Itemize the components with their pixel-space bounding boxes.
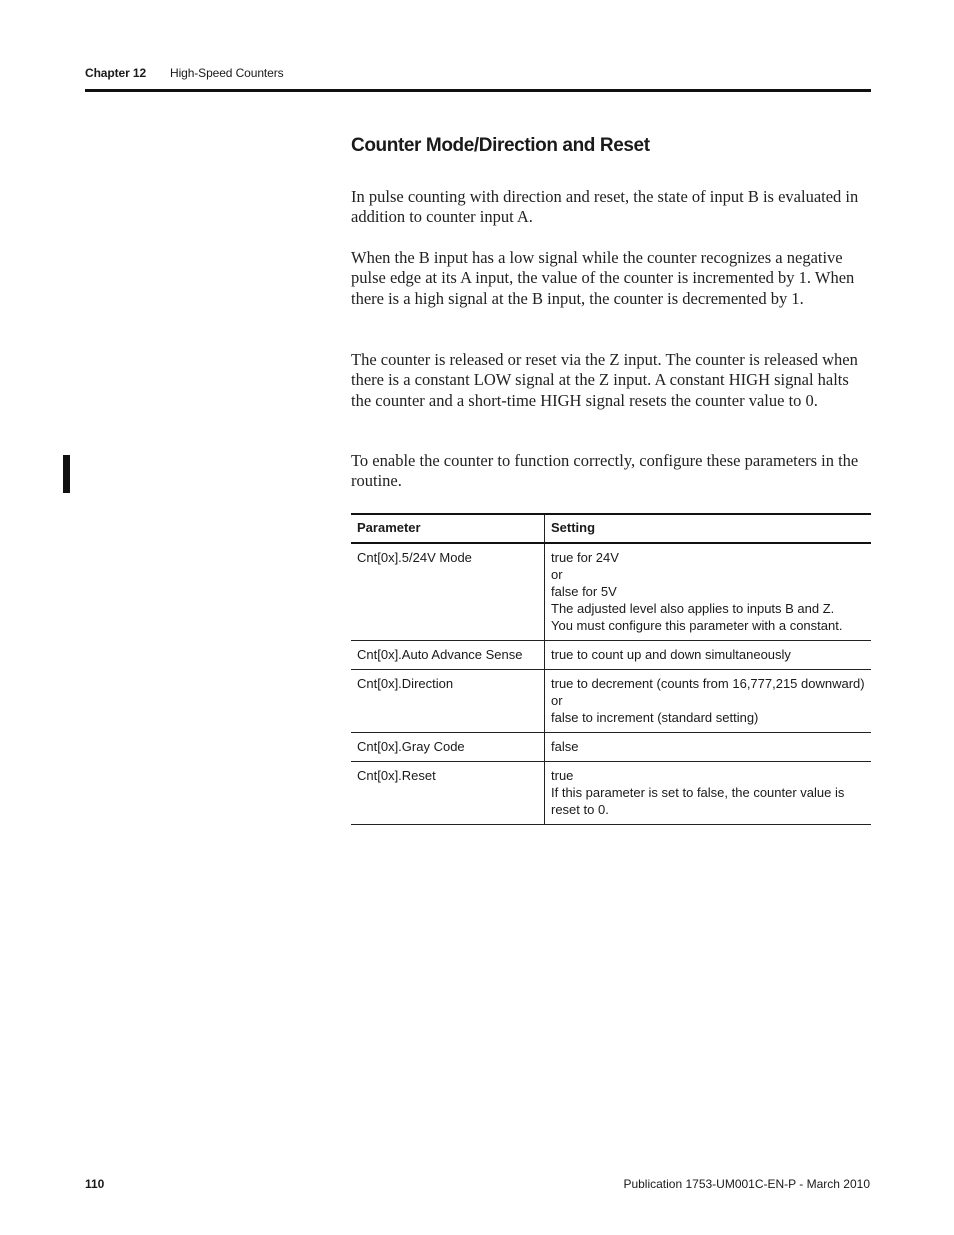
setting-line: If this parameter is set to false, the counter value is reset to 0. [551, 785, 845, 817]
setting-line: or [551, 693, 563, 708]
column-header-parameter: Parameter [351, 514, 545, 543]
running-header [85, 66, 284, 80]
parameter-cell: Cnt[0x].Auto Advance Sense [351, 641, 545, 670]
paragraph-1: In pulse counting with direction and reset, the state of input B is evaluated in addition to counter input A. [351, 187, 859, 227]
parameter-cell: Cnt[0x].Gray Code [351, 733, 545, 762]
setting-line: true for 24V [551, 550, 619, 565]
setting-line: or [551, 567, 563, 582]
section-label: High-Speed Counters [170, 66, 284, 80]
parameter-table [351, 513, 871, 825]
setting-line: true [551, 768, 574, 783]
table-body [351, 543, 871, 825]
column-header-setting: Setting [551, 520, 596, 535]
table-row [351, 733, 871, 762]
table-row [351, 670, 871, 733]
paragraph-4: To enable the counter to function correctly, configure these parameters in the routine. [351, 451, 859, 491]
header-rule [85, 89, 871, 92]
setting-line: false [551, 739, 579, 754]
setting-line: You must configure this parameter with a constant. [551, 618, 843, 633]
table-row [351, 762, 871, 825]
setting-cell [545, 670, 872, 733]
setting-line: true to decrement (counts from 16,777,215 downward) [551, 676, 865, 691]
paragraph-2: When the B input has a low signal while the counter recognizes a negative pulse edge at its A input, the value of the counter is incremented by 1. When there is a high signal at the B input, the counter is decremented by 1. [351, 248, 855, 308]
table-row [351, 641, 871, 670]
chapter-label: Chapter 12 [85, 66, 147, 80]
setting-cell [545, 641, 872, 670]
setting-cell [545, 762, 872, 825]
table-row [351, 543, 871, 641]
setting-line: The adjusted level also applies to inputs B and Z. [551, 601, 835, 616]
table-header-row [351, 514, 871, 543]
parameter-cell: Cnt[0x].Direction [351, 670, 545, 733]
setting-line: true to count up and down simultaneously [551, 647, 791, 662]
publication-info: Publication 1753-UM001C-EN-P - March 2010 [623, 1177, 870, 1191]
section-title: Counter Mode/Direction and Reset [351, 135, 650, 156]
change-bar [63, 455, 70, 493]
page-number: 110 [85, 1177, 105, 1191]
setting-line: false for 5V [551, 584, 617, 599]
paragraph-3: The counter is released or reset via the Z input. The counter is released when there is a constant LOW signal at the Z input. A constant HIGH signal halts the counter and a short-time HIGH signal resets the counter value to 0. [351, 350, 858, 410]
setting-cell [545, 733, 872, 762]
parameter-cell: Cnt[0x].Reset [351, 762, 545, 825]
setting-line: false to increment (standard setting) [551, 710, 759, 725]
parameter-cell: Cnt[0x].5/24V Mode [351, 543, 545, 641]
setting-cell [545, 543, 872, 641]
